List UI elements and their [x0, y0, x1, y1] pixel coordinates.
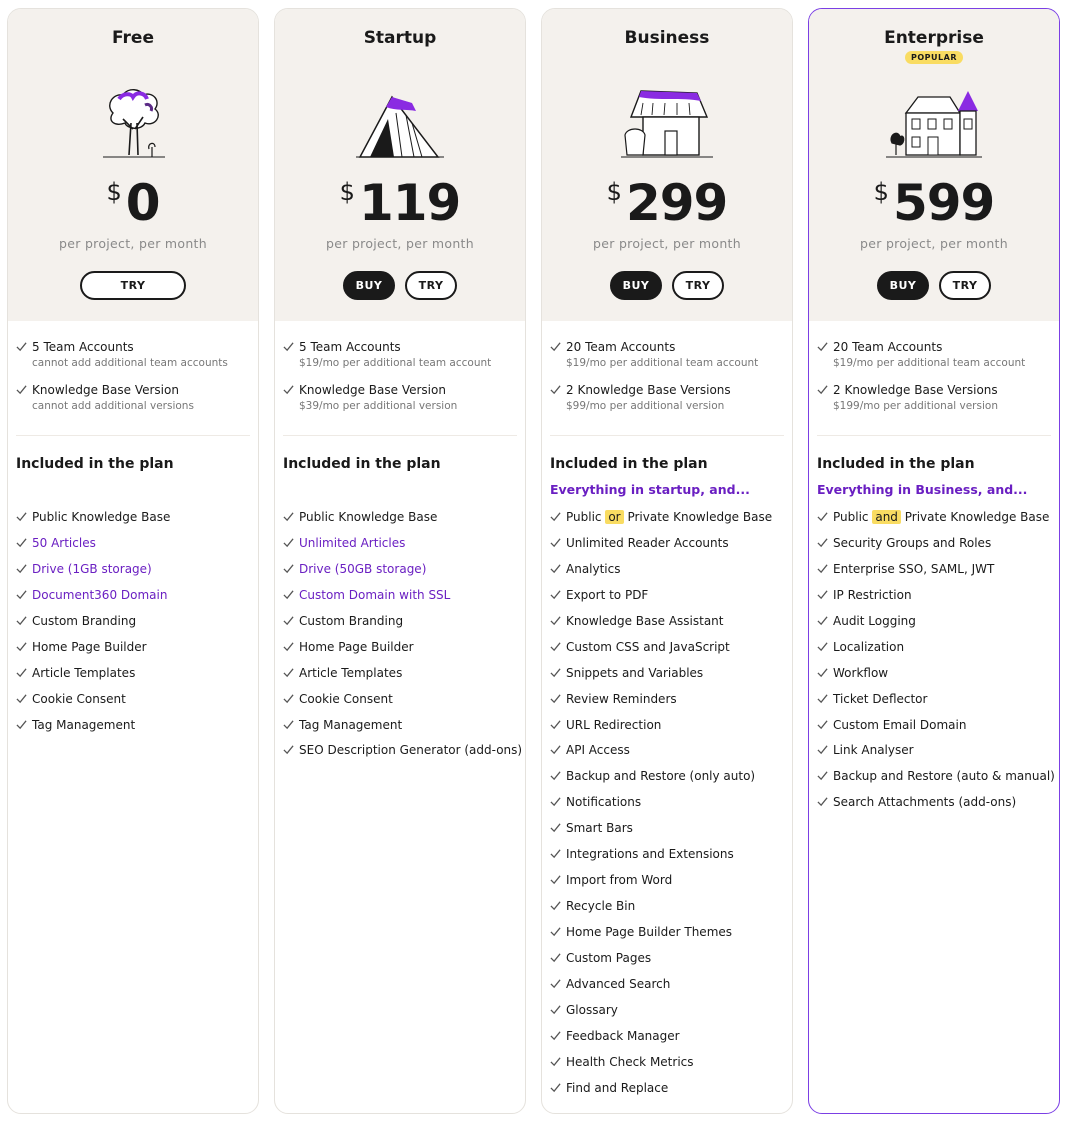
feature-item — [283, 717, 519, 743]
feature-text: Enterprise SSO, SAML, JWT — [833, 561, 995, 576]
feature-item — [550, 587, 786, 613]
check-icon — [283, 563, 294, 574]
feature-text: Document360 Domain — [32, 587, 168, 602]
feature-item — [817, 535, 1053, 561]
feature-text: Localization — [833, 639, 905, 654]
check-icon — [550, 589, 561, 600]
account-title: 20 Team Accounts — [566, 340, 676, 354]
account-note: cannot add additional team accounts — [32, 357, 228, 369]
feature-item — [817, 613, 1053, 639]
feature-item — [550, 742, 786, 768]
check-icon — [550, 667, 561, 678]
feature-text: Smart Bars — [566, 821, 633, 836]
included-title: Included in the plan — [817, 456, 975, 472]
feature-item — [550, 509, 786, 535]
account-title: 2 Knowledge Base Versions — [566, 383, 731, 397]
check-icon — [283, 511, 294, 522]
price-amount: 119 — [358, 174, 461, 232]
check-icon — [550, 744, 561, 755]
feature-text: Search Attachments (add-ons) — [833, 795, 1017, 810]
feature-text: Private Knowledge Base — [904, 510, 1050, 524]
feature-highlight: and — [872, 510, 901, 524]
check-icon — [16, 641, 27, 652]
feature-text: Private Knowledge Base — [627, 510, 773, 524]
included-subtitle: Everything in Business, and... — [817, 482, 1028, 497]
feature-item — [817, 717, 1053, 743]
feature-text: Cookie Consent — [32, 691, 126, 706]
currency-symbol: $ — [106, 178, 122, 206]
account-note: $99/mo per additional version — [566, 400, 725, 412]
feature-item — [550, 898, 786, 924]
feature-text: Custom Email Domain — [833, 717, 967, 732]
feature-item — [283, 742, 523, 768]
price-period: per project, per month — [860, 236, 1008, 251]
plan-name: Free — [112, 28, 154, 48]
feature-item — [16, 509, 252, 535]
account-title: 5 Team Accounts — [32, 340, 134, 354]
plan-name: Startup — [363, 28, 437, 48]
plan-card-enterprise — [808, 8, 1060, 1114]
divider — [817, 435, 1051, 436]
account-item — [283, 339, 515, 371]
feature-text: Security Groups and Roles — [833, 535, 992, 550]
feature-text: Notifications — [566, 795, 642, 810]
feature-text: Drive (50GB storage) — [299, 561, 427, 576]
plan-accounts — [550, 339, 782, 425]
account-title: 2 Knowledge Base Versions — [833, 383, 998, 397]
feature-item — [550, 950, 786, 976]
feature-item — [550, 976, 786, 1002]
check-icon — [817, 563, 828, 574]
account-note: $19/mo per additional team account — [566, 357, 759, 369]
check-icon — [16, 511, 27, 522]
feature-text: Article Templates — [32, 665, 136, 680]
price-period: per project, per month — [326, 236, 474, 251]
feature-text: Custom Domain with SSL — [299, 587, 451, 602]
price-amount: 599 — [892, 174, 995, 232]
check-icon — [16, 615, 27, 626]
check-icon — [283, 667, 294, 678]
check-icon — [283, 615, 294, 626]
account-note: $19/mo per additional team account — [833, 357, 1026, 369]
check-icon — [817, 641, 828, 652]
feature-text: Review Reminders — [566, 691, 677, 706]
check-icon — [817, 384, 828, 395]
feature-text: Public — [833, 510, 869, 524]
check-icon — [16, 667, 27, 678]
feature-text: Backup and Restore (only auto) — [566, 769, 756, 784]
feature-list — [16, 509, 252, 742]
feature-item — [283, 613, 519, 639]
feature-text: Home Page Builder Themes — [566, 925, 733, 939]
feature-text: Home Page Builder — [299, 639, 414, 654]
check-icon — [550, 848, 561, 859]
feature-item — [817, 639, 1053, 665]
check-icon — [817, 796, 828, 807]
feature-text: Public Knowledge Base — [299, 510, 438, 524]
feature-text: Unlimited Reader Accounts — [566, 535, 729, 550]
price-period: per project, per month — [593, 236, 741, 251]
check-icon — [550, 1030, 561, 1041]
check-icon — [817, 511, 828, 522]
check-icon — [550, 641, 561, 652]
feature-item — [817, 587, 1053, 613]
feature-item — [817, 665, 1053, 691]
feature-item — [817, 768, 1053, 794]
feature-text: Custom Branding — [299, 613, 404, 628]
feature-item — [550, 768, 786, 794]
feature-item — [550, 846, 786, 872]
check-icon — [283, 341, 294, 352]
feature-text: Tag Management — [299, 717, 403, 732]
feature-text: 50 Articles — [32, 535, 96, 550]
feature-text: Unlimited Articles — [299, 535, 406, 550]
feature-text: URL Redirection — [566, 717, 662, 732]
feature-item — [817, 561, 1053, 587]
feature-item — [550, 1054, 786, 1080]
feature-text: Analytics — [566, 561, 621, 576]
check-icon — [550, 1056, 561, 1067]
feature-item — [16, 639, 252, 665]
feature-text: Ticket Deflector — [833, 691, 928, 706]
check-icon — [16, 589, 27, 600]
popular-badge: POPULAR — [905, 51, 963, 64]
check-icon — [550, 615, 561, 626]
feature-text: Public Knowledge Base — [32, 510, 171, 524]
account-title: 20 Team Accounts — [833, 340, 943, 354]
feature-item — [283, 535, 519, 561]
account-title: 5 Team Accounts — [299, 340, 401, 354]
feature-text: Feedback Manager — [566, 1028, 680, 1043]
feature-list — [283, 509, 523, 768]
feature-text: Find and Replace — [566, 1080, 669, 1095]
feature-text: Custom CSS and JavaScript — [566, 639, 730, 654]
check-icon — [550, 341, 561, 352]
feature-item — [817, 742, 1053, 768]
feature-text: Home Page Builder — [32, 639, 147, 654]
feature-item — [817, 691, 1053, 717]
feature-item — [550, 639, 786, 665]
try-button[interactable]: TRY — [672, 271, 724, 300]
feature-text: Link Analyser — [833, 743, 914, 758]
feature-text: API Access — [566, 743, 630, 758]
account-note: $19/mo per additional team account — [299, 357, 492, 369]
feature-item — [550, 1028, 786, 1054]
check-icon — [817, 667, 828, 678]
feature-item — [283, 665, 519, 691]
feature-highlight: or — [605, 510, 623, 524]
try-button[interactable]: TRY — [80, 271, 186, 300]
check-icon — [283, 537, 294, 548]
price — [809, 174, 1059, 232]
feature-list — [550, 509, 786, 1106]
check-icon — [283, 719, 294, 730]
check-icon — [16, 719, 27, 730]
feature-text: Integrations and Extensions — [566, 847, 734, 862]
check-icon — [550, 693, 561, 704]
account-note: $199/mo per additional version — [833, 400, 998, 412]
tree-illustration — [83, 83, 183, 163]
feature-item — [550, 924, 786, 950]
check-icon — [550, 796, 561, 807]
plan-name: Enterprise — [884, 28, 984, 48]
price — [8, 174, 258, 232]
feature-text: Custom Branding — [32, 613, 137, 628]
feature-text: Audit Logging — [833, 613, 916, 628]
included-subtitle: Everything in startup, and... — [550, 482, 750, 497]
check-icon — [283, 744, 294, 755]
check-icon — [817, 615, 828, 626]
account-item — [16, 382, 248, 414]
feature-text: Drive (1GB storage) — [32, 561, 152, 576]
currency-symbol: $ — [606, 178, 622, 206]
feature-text: Cookie Consent — [299, 691, 393, 706]
feature-text: Article Templates — [299, 665, 403, 680]
check-icon — [16, 693, 27, 704]
feature-text: Backup and Restore (auto & manual) — [833, 769, 1055, 784]
account-item — [817, 339, 1049, 371]
check-icon — [16, 341, 27, 352]
plan-card-free — [7, 8, 259, 1114]
check-icon — [283, 384, 294, 395]
account-item — [817, 382, 1049, 414]
feature-text: Import from Word — [566, 873, 673, 888]
check-icon — [550, 384, 561, 395]
plan-buttons — [542, 271, 792, 300]
feature-text: Public — [566, 510, 602, 524]
feature-item — [16, 535, 252, 561]
check-icon — [817, 744, 828, 755]
check-icon — [817, 589, 828, 600]
feature-item — [16, 561, 252, 587]
included-title: Included in the plan — [16, 456, 174, 472]
feature-text: Workflow — [833, 665, 889, 680]
check-icon — [550, 926, 561, 937]
feature-item — [550, 820, 786, 846]
check-icon — [550, 770, 561, 781]
account-note: cannot add additional versions — [32, 400, 194, 412]
check-icon — [817, 719, 828, 730]
check-icon — [550, 511, 561, 522]
feature-item — [550, 717, 786, 743]
account-title: Knowledge Base Version — [32, 383, 179, 397]
check-icon — [817, 770, 828, 781]
feature-item — [550, 794, 786, 820]
check-icon — [550, 719, 561, 730]
feature-item — [550, 691, 786, 717]
divider — [283, 435, 517, 436]
included-title: Included in the plan — [283, 456, 441, 472]
feature-item — [16, 587, 252, 613]
included-title: Included in the plan — [550, 456, 708, 472]
feature-text: Export to PDF — [566, 587, 649, 602]
buy-button[interactable]: BUY — [610, 271, 662, 300]
price-period: per project, per month — [59, 236, 207, 251]
feature-text: Health Check Metrics — [566, 1054, 694, 1069]
check-icon — [817, 537, 828, 548]
feature-item — [16, 691, 252, 717]
feature-text: Custom Pages — [566, 950, 652, 965]
feature-item — [283, 561, 519, 587]
check-icon — [283, 641, 294, 652]
mansion-illustration — [884, 83, 984, 163]
plan-card-business — [541, 8, 793, 1114]
plan-card-startup — [274, 8, 526, 1114]
feature-text: Glossary — [566, 1002, 618, 1017]
account-item — [283, 382, 515, 414]
check-icon — [550, 563, 561, 574]
check-icon — [550, 537, 561, 548]
plan-accounts — [16, 339, 248, 425]
feature-item — [283, 587, 519, 613]
hut-illustration — [617, 83, 717, 163]
check-icon — [283, 693, 294, 704]
feature-item — [550, 1080, 786, 1106]
feature-item — [550, 535, 786, 561]
feature-item — [550, 1002, 786, 1028]
check-icon — [550, 900, 561, 911]
check-icon — [817, 341, 828, 352]
plan-buttons — [275, 271, 525, 300]
account-note: $39/mo per additional version — [299, 400, 458, 412]
feature-item — [16, 665, 252, 691]
plan-accounts — [283, 339, 515, 425]
feature-item — [550, 872, 786, 898]
feature-item — [817, 509, 1053, 535]
buy-button[interactable]: BUY — [877, 271, 929, 300]
plan-name: Business — [624, 28, 710, 48]
account-item — [550, 382, 782, 414]
feature-text: Knowledge Base Assistant — [566, 613, 724, 628]
feature-text: Advanced Search — [566, 976, 671, 991]
check-icon — [817, 693, 828, 704]
divider — [550, 435, 784, 436]
buy-button[interactable]: BUY — [343, 271, 395, 300]
feature-item — [283, 691, 519, 717]
check-icon — [550, 978, 561, 989]
try-button[interactable]: TRY — [939, 271, 991, 300]
currency-symbol: $ — [339, 178, 355, 206]
feature-text: Recycle Bin — [566, 899, 636, 914]
feature-item — [16, 613, 252, 639]
feature-item — [550, 665, 786, 691]
check-icon — [16, 563, 27, 574]
plan-buttons — [809, 271, 1059, 300]
price-amount: 0 — [125, 174, 160, 232]
feature-text: SEO Description Generator (add-ons) — [299, 743, 523, 758]
plan-buttons — [8, 271, 258, 300]
feature-text: Snippets and Variables — [566, 665, 704, 680]
check-icon — [550, 1082, 561, 1093]
try-button[interactable]: TRY — [405, 271, 457, 300]
check-icon — [16, 384, 27, 395]
check-icon — [550, 1004, 561, 1015]
check-icon — [550, 952, 561, 963]
check-icon — [550, 874, 561, 885]
feature-item — [550, 613, 786, 639]
feature-item — [283, 509, 519, 535]
feature-text: IP Restriction — [833, 587, 912, 602]
feature-item — [817, 794, 1053, 820]
price — [542, 174, 792, 232]
price — [275, 174, 525, 232]
check-icon — [550, 822, 561, 833]
currency-symbol: $ — [873, 178, 889, 206]
account-item — [16, 339, 248, 371]
plan-accounts — [817, 339, 1049, 425]
feature-item — [283, 639, 519, 665]
price-amount: 299 — [625, 174, 728, 232]
feature-item — [550, 561, 786, 587]
account-title: Knowledge Base Version — [299, 383, 446, 397]
account-item — [550, 339, 782, 371]
divider — [16, 435, 250, 436]
feature-list — [817, 509, 1053, 820]
feature-text: Tag Management — [32, 717, 136, 732]
check-icon — [283, 589, 294, 600]
tent-illustration — [350, 83, 450, 163]
check-icon — [16, 537, 27, 548]
feature-item — [16, 717, 252, 743]
